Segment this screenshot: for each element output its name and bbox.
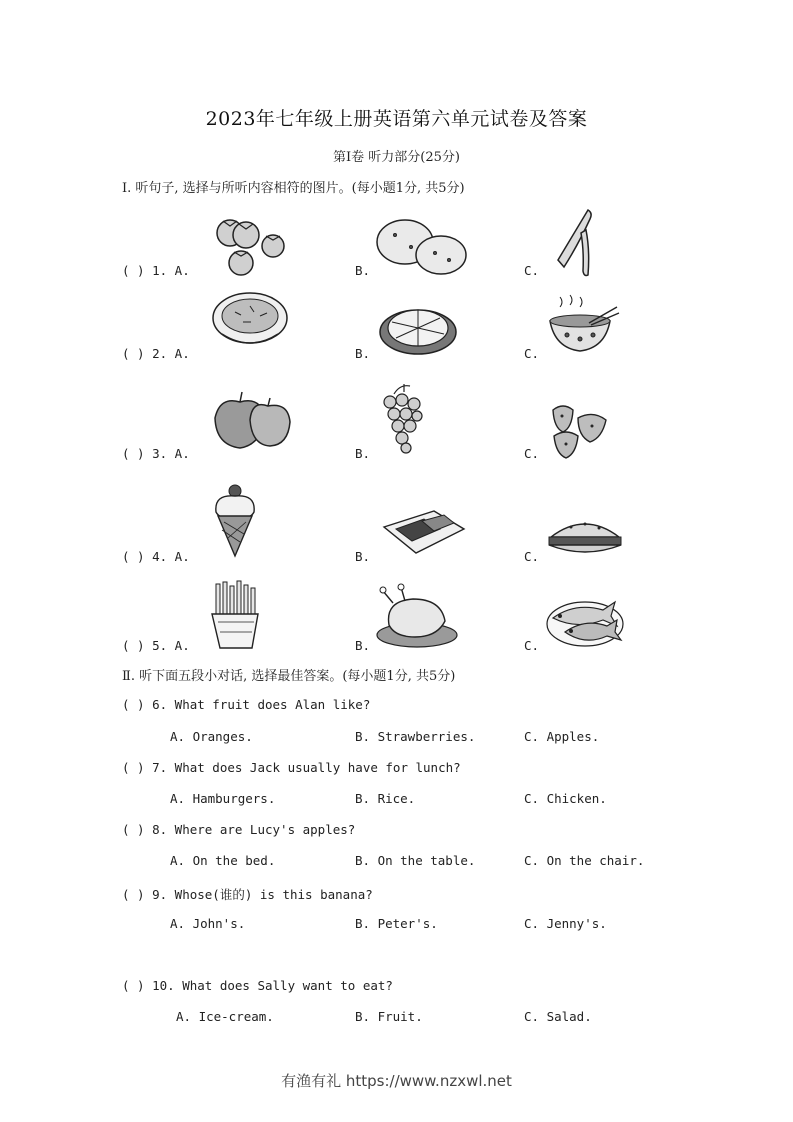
question-7-option-b: B. Rice. <box>355 791 416 806</box>
section2-heading: Ⅱ. 听下面五段小对话, 选择最佳答案。(每小题1分, 共5分) <box>122 669 456 684</box>
ice-cream-icon <box>210 482 260 557</box>
question-4-option-c: C. <box>524 549 540 564</box>
question-6-text: ( ) 6. What fruit does Alan like? <box>122 697 371 712</box>
question-9-option-a: A. John's. <box>170 916 246 931</box>
paper-subtitle: 第Ⅰ卷 听力部分(25分) <box>333 150 460 165</box>
beans-icon <box>548 205 608 280</box>
question-9-option-c: C. Jenny's. <box>524 916 607 931</box>
page-title: 2023年七年级上册英语第六单元试卷及答案 <box>205 108 588 130</box>
question-9-option-b: B. Peter's. <box>355 916 438 931</box>
question-10-option-a: A. Ice-cream. <box>176 1009 274 1024</box>
question-3-option-b: B. <box>355 446 371 461</box>
question-4-option-b: B. <box>355 549 371 564</box>
question-1-option-c: C. <box>524 263 540 278</box>
question-10-option-c: C. Salad. <box>524 1009 592 1024</box>
apples-icon <box>210 390 295 455</box>
question-5-label: ( ) 5. A. <box>122 638 190 653</box>
question-8-option-a: A. On the bed. <box>170 853 276 868</box>
fish-plate-icon <box>545 596 625 651</box>
tomatoes-icon <box>208 208 288 278</box>
question-7-option-c: C. Chicken. <box>524 791 607 806</box>
question-2-option-c: C. <box>524 346 540 361</box>
question-1-label: ( ) 1. A. <box>122 263 190 278</box>
question-7-text: ( ) 7. What does Jack usually have for lunch? <box>122 760 461 775</box>
noodle-bowl-icon <box>545 293 620 358</box>
question-8-option-c: C. On the chair. <box>524 853 645 868</box>
salad-bowl-icon <box>210 290 290 355</box>
question-6-option-c: C. Apples. <box>524 729 600 744</box>
french-fries-icon <box>208 580 263 650</box>
section1-heading: Ⅰ. 听句子, 选择与所听内容相符的图片。(每小题1分, 共5分) <box>122 181 465 196</box>
question-8-option-b: B. On the table. <box>355 853 476 868</box>
question-6-option-a: A. Oranges. <box>170 729 253 744</box>
question-9-text: ( ) 9. Whose(谁的) is this banana? <box>122 887 373 902</box>
question-7-option-a: A. Hamburgers. <box>170 791 276 806</box>
potatoes-icon <box>375 215 470 277</box>
hamburger-icon <box>545 515 625 560</box>
grapes-icon <box>376 380 431 455</box>
question-2-label: ( ) 2. A. <box>122 346 190 361</box>
bread-loaf-icon <box>378 298 458 358</box>
question-1-option-b: B. <box>355 263 371 278</box>
question-5-option-b: B. <box>355 638 371 653</box>
footer-watermark: 有渔有礼 https://www.nzxwl.net <box>281 1072 512 1090</box>
roast-chicken-icon <box>375 585 460 650</box>
question-6-option-b: B. Strawberries. <box>355 729 476 744</box>
question-2-option-b: B. <box>355 346 371 361</box>
question-3-option-c: C. <box>524 446 540 461</box>
strawberries-icon <box>548 400 613 460</box>
question-3-label: ( ) 3. A. <box>122 446 190 461</box>
question-4-label: ( ) 4. A. <box>122 549 190 564</box>
question-8-text: ( ) 8. Where are Lucy's apples? <box>122 822 356 837</box>
question-5-option-c: C. <box>524 638 540 653</box>
sandwich-tray-icon <box>378 505 468 560</box>
question-10-text: ( ) 10. What does Sally want to eat? <box>122 978 393 993</box>
question-10-option-b: B. Fruit. <box>355 1009 423 1024</box>
